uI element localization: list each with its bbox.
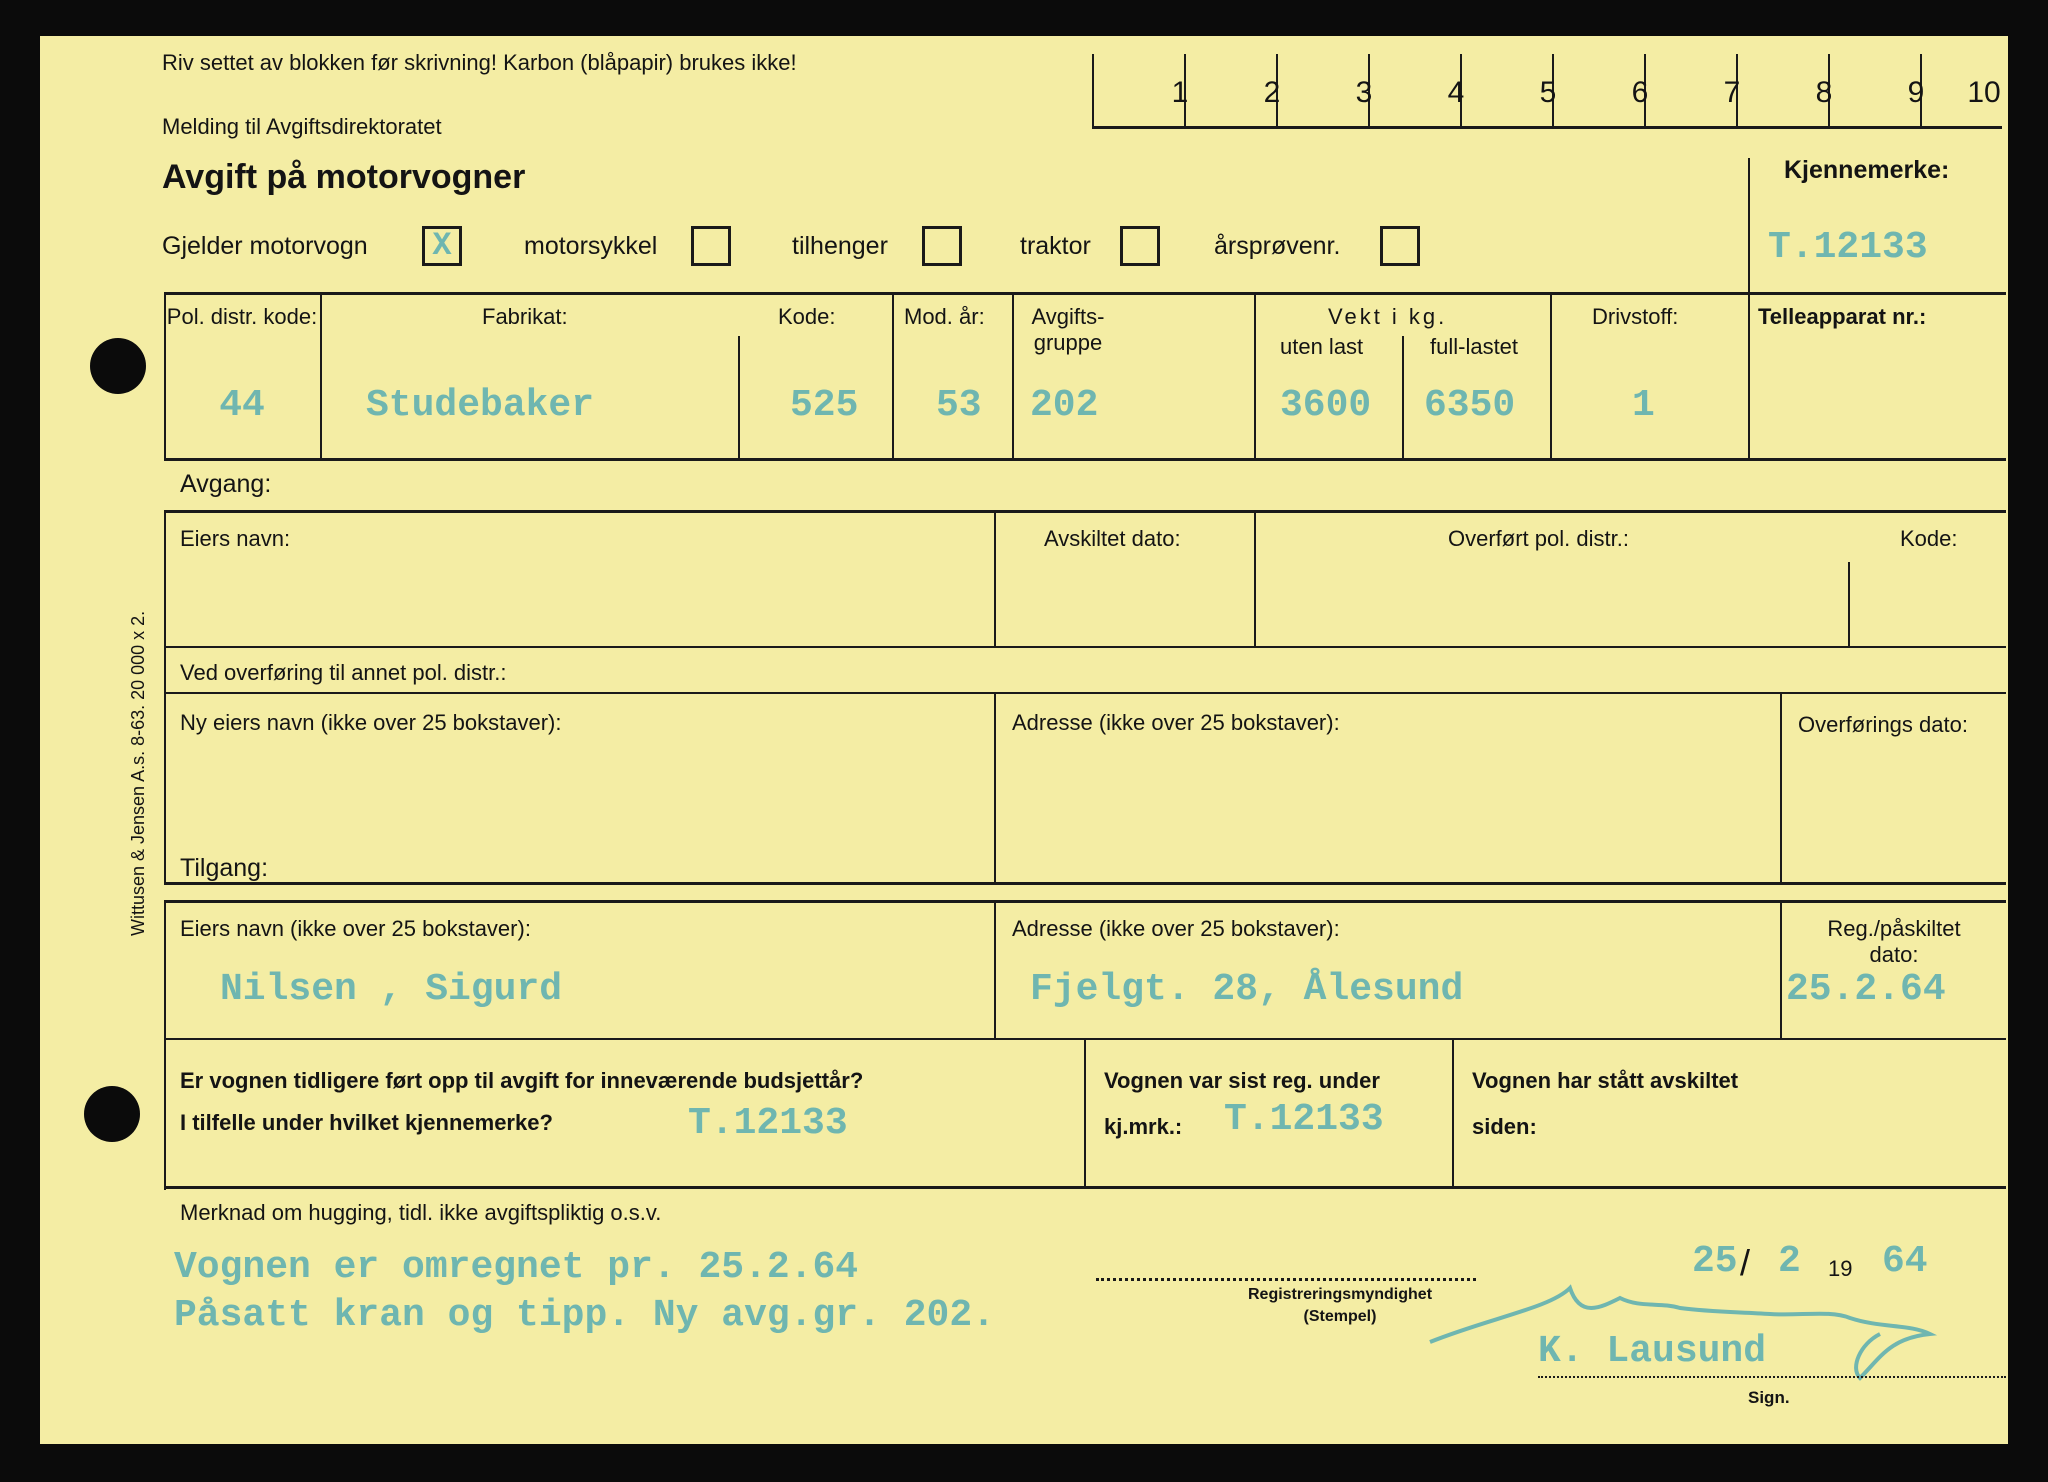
avgang-adresse-label: Adresse (ikke over 25 bokstaver): bbox=[1012, 710, 1340, 735]
question-2: I tilfelle under hvilket kjennemerke? bbox=[180, 1110, 553, 1135]
tilgang-eiers-navn-value: Nilsen , Sigurd bbox=[220, 968, 563, 1011]
registrering-label: Registreringsmyndighet bbox=[1247, 1286, 1433, 1303]
form-subtitle: Melding til Avgiftsdirektoratet bbox=[162, 114, 442, 139]
mod-ar-value: 53 bbox=[936, 384, 982, 427]
previous-kjennemerke-value: T.12133 bbox=[688, 1102, 848, 1145]
tilgang-adresse-label: Adresse (ikke over 25 bokstaver): bbox=[1012, 916, 1340, 941]
uten-last-header: uten last bbox=[1280, 334, 1364, 359]
avskiltet-dato-label: Avskiltet dato: bbox=[1044, 526, 1181, 551]
avgang-label: Avgang: bbox=[180, 470, 272, 498]
avgiftsgruppe-header: Avgifts-gruppe bbox=[1031, 304, 1105, 355]
copy-number: 2 bbox=[1263, 76, 1281, 109]
ny-eier-label: Ny eiers navn (ikke over 25 bokstaver): bbox=[180, 710, 562, 735]
copy-number: 4 bbox=[1447, 76, 1465, 109]
motorsykkel-label: motorsykkel bbox=[524, 232, 658, 260]
date-century: 19 bbox=[1828, 1256, 1853, 1281]
sist-reg-label-1: Vognen var sist reg. under bbox=[1104, 1068, 1380, 1093]
date-month: 2 bbox=[1778, 1240, 1801, 1283]
avgang-kode-label: Kode: bbox=[1900, 526, 1958, 551]
copy-number: 3 bbox=[1355, 76, 1373, 109]
telleapparat-header: Telleapparat nr.: bbox=[1758, 304, 1927, 329]
copy-number: 7 bbox=[1723, 76, 1741, 109]
motorvogn-checkbox[interactable]: X bbox=[422, 226, 462, 266]
pol-distr-value: 44 bbox=[219, 384, 265, 427]
reg-label-2: dato: bbox=[1869, 942, 1919, 967]
date-separator: / bbox=[1740, 1242, 1751, 1283]
sist-reg-value: T.12133 bbox=[1224, 1098, 1384, 1141]
question-1: Er vognen tidligere ført opp til avgift for inneværende budsjettår? bbox=[180, 1068, 864, 1093]
drivstoff-header: Drivstoff: bbox=[1592, 304, 1679, 329]
traktor-checkbox[interactable] bbox=[1120, 226, 1160, 266]
avskiltet-siden-label-2: siden: bbox=[1472, 1114, 1537, 1139]
remarks-line-1: Vognen er omregnet pr. 25.2.64 bbox=[174, 1246, 859, 1289]
instruction-text: Riv settet av blokken før skrivning! Karbon (blåpapir) brukes ikke! bbox=[162, 50, 797, 75]
kode-header: Kode: bbox=[778, 304, 836, 329]
copy-number: 9 bbox=[1907, 76, 1925, 109]
remarks-label: Merknad om hugging, tidl. ikke avgiftspliktig o.s.v. bbox=[180, 1200, 662, 1225]
full-lastet-header: full-lastet bbox=[1430, 334, 1519, 359]
punch-hole bbox=[90, 338, 146, 394]
overforings-dato-label: Overførings dato: bbox=[1798, 712, 1968, 737]
fabrikat-value: Studebaker bbox=[366, 384, 595, 427]
avgang-eiers-navn-label: Eiers navn: bbox=[180, 526, 291, 551]
date-day: 25 bbox=[1692, 1240, 1738, 1283]
arsprovenr-checkbox[interactable] bbox=[1380, 226, 1420, 266]
signature-line bbox=[1538, 1376, 2006, 1378]
tilhenger-label: tilhenger bbox=[792, 232, 888, 260]
tax-form-card bbox=[40, 36, 2008, 1444]
mod-ar-header: Mod. år: bbox=[904, 304, 985, 329]
copy-number: 6 bbox=[1631, 76, 1649, 109]
copy-number: 1 bbox=[1171, 76, 1189, 109]
avgiftsgruppe-value: 202 bbox=[1030, 384, 1099, 427]
kjennemerke-value: T.12133 bbox=[1768, 226, 1928, 269]
vekt-header: Vekt i kg. bbox=[1328, 304, 1448, 329]
sign-label: Sign. bbox=[1748, 1388, 1790, 1407]
remarks-line-2: Påsatt kran og tipp. Ny avg.gr. 202. bbox=[174, 1294, 995, 1337]
uten-last-value: 3600 bbox=[1280, 384, 1372, 427]
ved-overforing-label: Ved overføring til annet pol. distr.: bbox=[180, 660, 507, 685]
signer-name: K. Lausund bbox=[1538, 1330, 1767, 1373]
drivstoff-value: 1 bbox=[1632, 384, 1655, 427]
tilhenger-checkbox[interactable] bbox=[922, 226, 962, 266]
printer-note: Wittusen & Jensen A.s. 8-63. 20 000 x 2. bbox=[128, 610, 148, 936]
motorsykkel-checkbox[interactable] bbox=[691, 226, 731, 266]
avskiltet-siden-label-1: Vognen har stått avskiltet bbox=[1472, 1068, 1739, 1093]
vehicle-type-label: Gjelder motorvogn bbox=[162, 232, 368, 260]
punch-hole bbox=[84, 1086, 140, 1142]
fabrikat-header: Fabrikat: bbox=[482, 304, 568, 329]
copy-number: 5 bbox=[1539, 76, 1557, 109]
tilgang-eiers-navn-label: Eiers navn (ikke over 25 bokstaver): bbox=[180, 916, 531, 941]
kjennemerke-label: Kjennemerke: bbox=[1784, 156, 1950, 184]
form-title: Avgift på motorvogner bbox=[162, 158, 526, 196]
copy-number: 8 bbox=[1815, 76, 1833, 109]
kode-value: 525 bbox=[790, 384, 859, 427]
sist-reg-label-2: kj.mrk.: bbox=[1104, 1114, 1183, 1139]
full-lastet-value: 6350 bbox=[1424, 384, 1516, 427]
date-year: 64 bbox=[1882, 1240, 1928, 1283]
pol-distr-header: Pol. distr. kode: bbox=[166, 304, 318, 329]
arsprovenr-label: årsprøvenr. bbox=[1214, 232, 1341, 260]
tilgang-label: Tilgang: bbox=[180, 854, 269, 882]
tilgang-adresse-value: Fjelgt. 28, Ålesund bbox=[1030, 968, 1464, 1011]
copy-number: 10 bbox=[1967, 76, 2001, 109]
traktor-label: traktor bbox=[1020, 232, 1091, 260]
reg-dato-value: 25.2.64 bbox=[1786, 968, 1946, 1011]
overfort-label: Overført pol. distr.: bbox=[1448, 526, 1629, 551]
stempel-label: (Stempel) bbox=[1303, 1308, 1377, 1325]
reg-label-1: Reg./påskiltet bbox=[1827, 916, 1961, 941]
